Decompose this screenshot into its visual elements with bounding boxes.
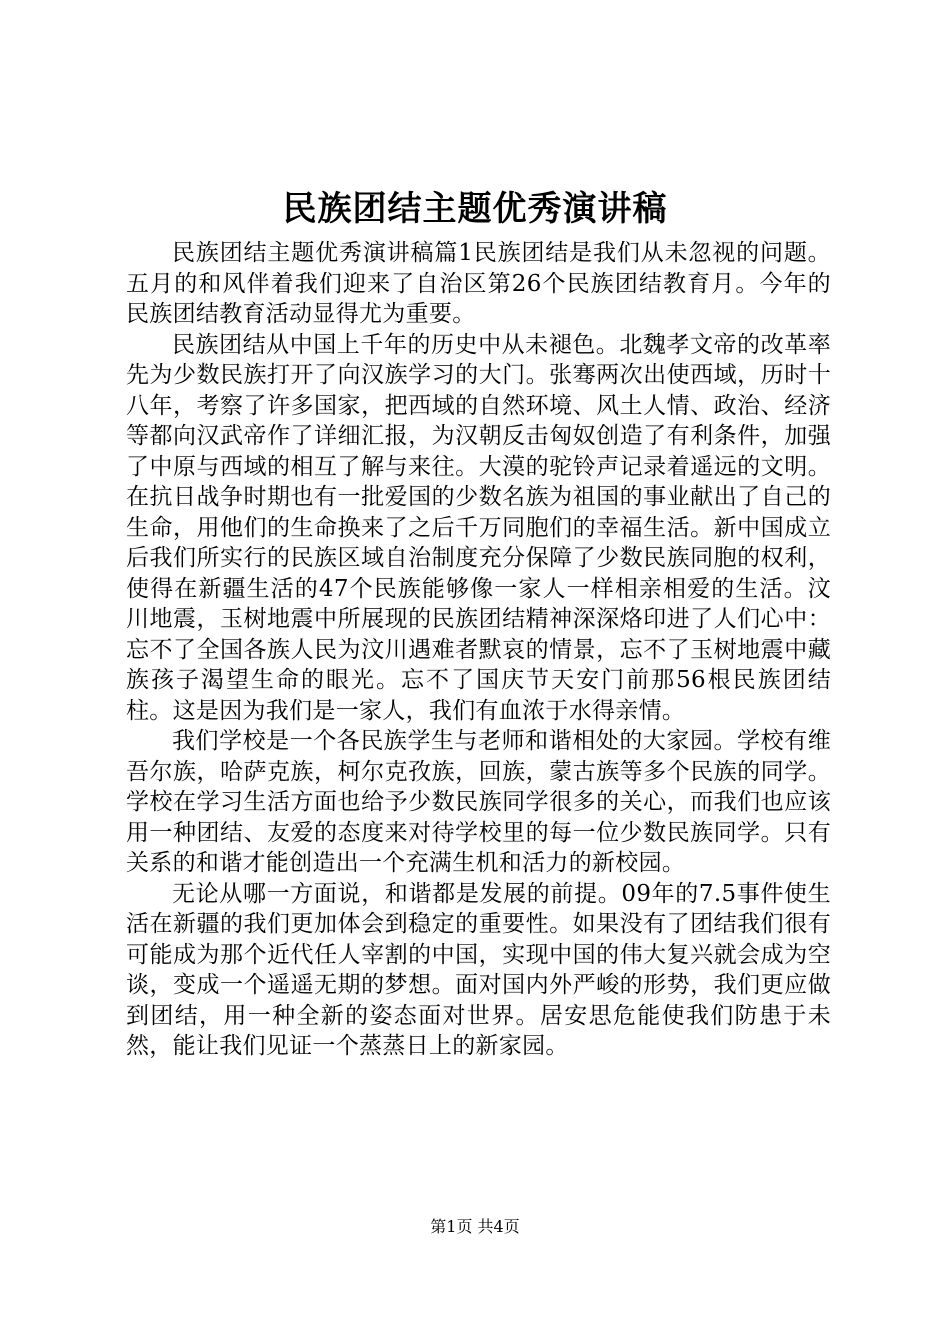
- page-footer: [0, 1216, 950, 1238]
- document-body: [126, 238, 831, 1062]
- paragraph-4: 无论从哪一方面说，和谐都是发展的前提。09年的7.5事件使生活在新疆的我们更加体会到稳定的重要性。如果没有了团结我们很有可能成为那个近代任人宰割的中国，实现中国的伟大复兴就会成为空谈，变成一个遥遥无期的梦想。面对国内外严峻的形势，我们更应做到团结，用一种全新的姿态面对世界。居安思危能使我们防患于未然，能让我们见证一个蒸蒸日上的新家园。: [126, 880, 831, 1059]
- paragraph-3: 我们学校是一个各民族学生与老师和谐相处的大家园。学校有维吾尔族，哈萨克族，柯尔克孜族，回族，蒙古族等多个民族的同学。学校在学习生活方面也给予少数民族同学很多的关心，而我们也应该用一种团结、友爱的态度来对待学校里的每一位少数民族同学。只有关系的和谐才能创造出一个充满生机和活力的新校园。: [126, 728, 831, 876]
- page-indicator: 第1页 共4页: [430, 1217, 520, 1236]
- paragraph-2: 民族团结从中国上千年的历史中从未褪色。北魏孝文帝的改革率先为少数民族打开了向汉族学习的大门。张骞两次出使西域，历时十八年，考察了许多国家，把西域的自然环境、风土人情、政治、经济等都向汉武帝作了详细汇报，为汉朝反击匈奴创造了有利条件，加强了中原与西域的相互了解与来往。大漠的驼铃声记录着遥远的文明。在抗日战争时期也有一批爱国的少数名族为祖国的事业献出了自己的生命，用他们的生命换来了之后千万同胞们的幸福生活。新中国成立后我们所实行的民族区域自治制度充分保障了少数民族同胞的权利，使得在新疆生活的47个民族能够像一家人一样相亲相爱的生活。汶川地震，玉树地震中所展现的民族团结精神深深烙印进了人们心中：忘不了全国各族人民为汶川遇难者默哀的情景，忘不了玉树地震中藏族孩子渴望生命的眼光。忘不了国庆节天安门前那56根民族团结柱。这是因为我们是一家人，我们有血浓于水得亲情。: [126, 331, 831, 724]
- paragraph-1: 民族团结主题优秀演讲稿篇1民族团结是我们从未忽视的问题。五月的和风伴着我们迎来了自治区第26个民族团结教育月。今年的民族团结教育活动显得尤为重要。: [126, 240, 831, 327]
- page-title: 民族团结主题优秀演讲稿: [282, 189, 668, 229]
